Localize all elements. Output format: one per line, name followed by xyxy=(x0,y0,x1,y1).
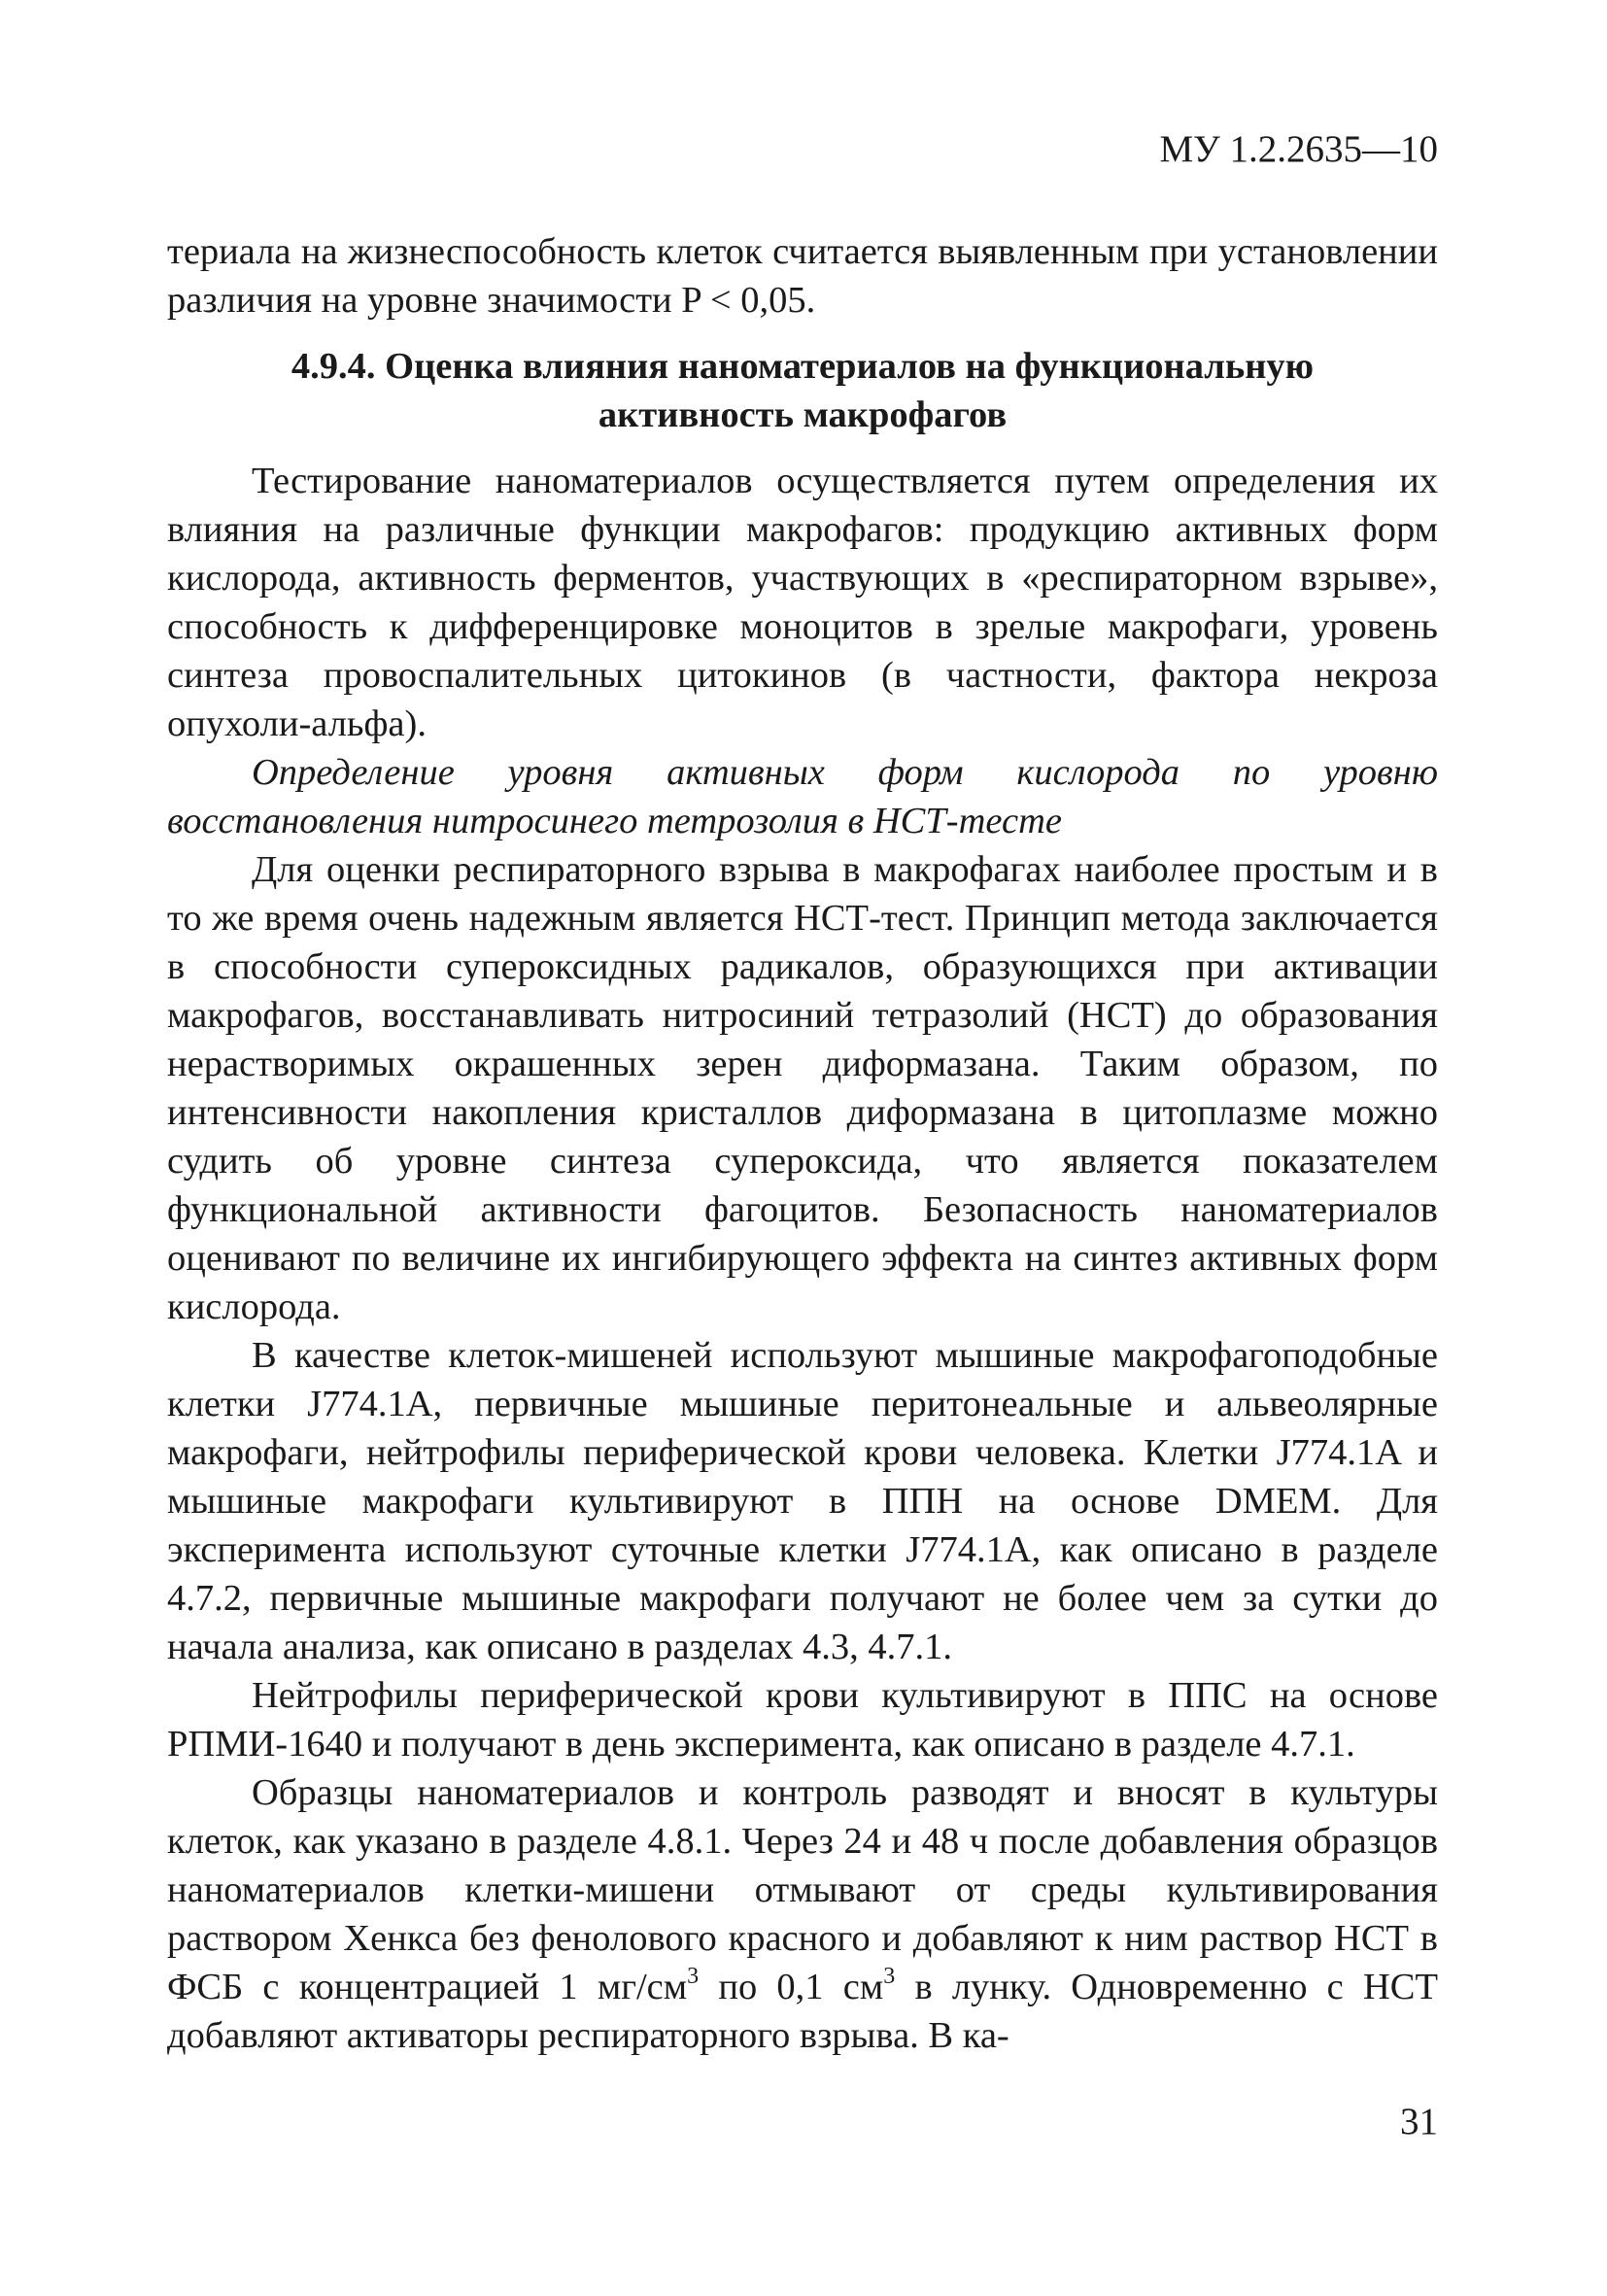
paragraph-4: Нейтрофилы периферической крови культивируют в ППС на основе РПМИ-1640 и получают в день эксперимента, как описано в разделе 4.7.1. xyxy=(167,1675,1438,1765)
document-page xyxy=(167,126,1438,2225)
paragraph-5-part-2: по 0,1 см xyxy=(699,1967,884,2007)
section-heading: 4.9.4. Оценка влияния наноматериалов на функциональную активность макрофагов xyxy=(291,346,1315,435)
paragraph-2: Для оценки респираторного взрыва в макрофагах наиболее простым и в то же время очень надежным является НСТ-тест. Принцип метода заключается в способности супероксидных радикалов, образующихся при активации макрофагов, восстанавливать нитросиний тетразолий (НСТ) до образования нерастворимых окрашенных зерен диформазана. Таким образом, по интенсивности накопления кристаллов диформазана в цитоплазме можно судить об уровне синтеза супероксида, что является показателем функциональной активности фагоцитов. Безопасность наноматериалов оценивают по величине их ингибирующего эффекта на синтез активных форм кислорода. xyxy=(167,849,1438,1327)
body-text xyxy=(167,227,1438,2060)
italic-subheading: Определение уровня активных форм кислорода по уровню восстановления нитросинего тетрозолия в НСТ-тесте xyxy=(167,752,1438,841)
page-number: 31 xyxy=(1400,2101,1438,2142)
paragraph-5 xyxy=(167,1768,1438,2060)
paragraph-3: В качестве клеток-мишеней используют мышиные макрофагоподобные клетки J774.1A, первичные мышиные перитонеальные и альвеолярные макрофаги, нейтрофилы периферической крови человека. Клетки J774.1A и мышиные макрофаги культивируют в ППН на основе DMEM. Для эксперимента используют суточные клетки J774.1A, как описано в разделе 4.7.2, первичные мышиные макрофаги получают не более чем за сутки до начала анализа, как описано в разделах 4.3, 4.7.1. xyxy=(167,1335,1438,1667)
running-header-doc-code: МУ 1.2.2635—10 xyxy=(1159,128,1438,170)
superscript-cube-1: 3 xyxy=(687,1964,700,1989)
paragraph-5-part-3: в лунку. Одновременно с НСТ добавляют активаторы респираторного взрыва. В ка- xyxy=(167,1967,1438,2056)
paragraph-5-part-1: Образцы наноматериалов и контроль разводят и вносят в культуры клеток, как указано в разделе 4.8.1. Через 24 и 48 ч после добавления образцов наноматериалов клетки-мишени отмывают от среды культивирования раствором Хенкса без фенолового красного и добавляют к ним раствор НСТ в ФСБ с концентрацией 1 мг/см xyxy=(167,1772,1438,2007)
superscript-cube-2: 3 xyxy=(883,1964,896,1989)
paragraph-continuation: териала на жизнеспособность клеток считается выявленным при установлении различия на уровне значимости P < 0,05. xyxy=(167,231,1438,321)
paragraph-1: Тестирование наноматериалов осуществляется путем определения их влияния на различные функции макрофагов: продукцию активных форм кислорода, активность ферментов, участвующих в «респираторном взрыве», способность к дифференцировке моноцитов в зрелые макрофаги, уровень синтеза провоспалительных цитокинов (в частности, фактора некроза опухоли-альфа). xyxy=(167,461,1438,744)
